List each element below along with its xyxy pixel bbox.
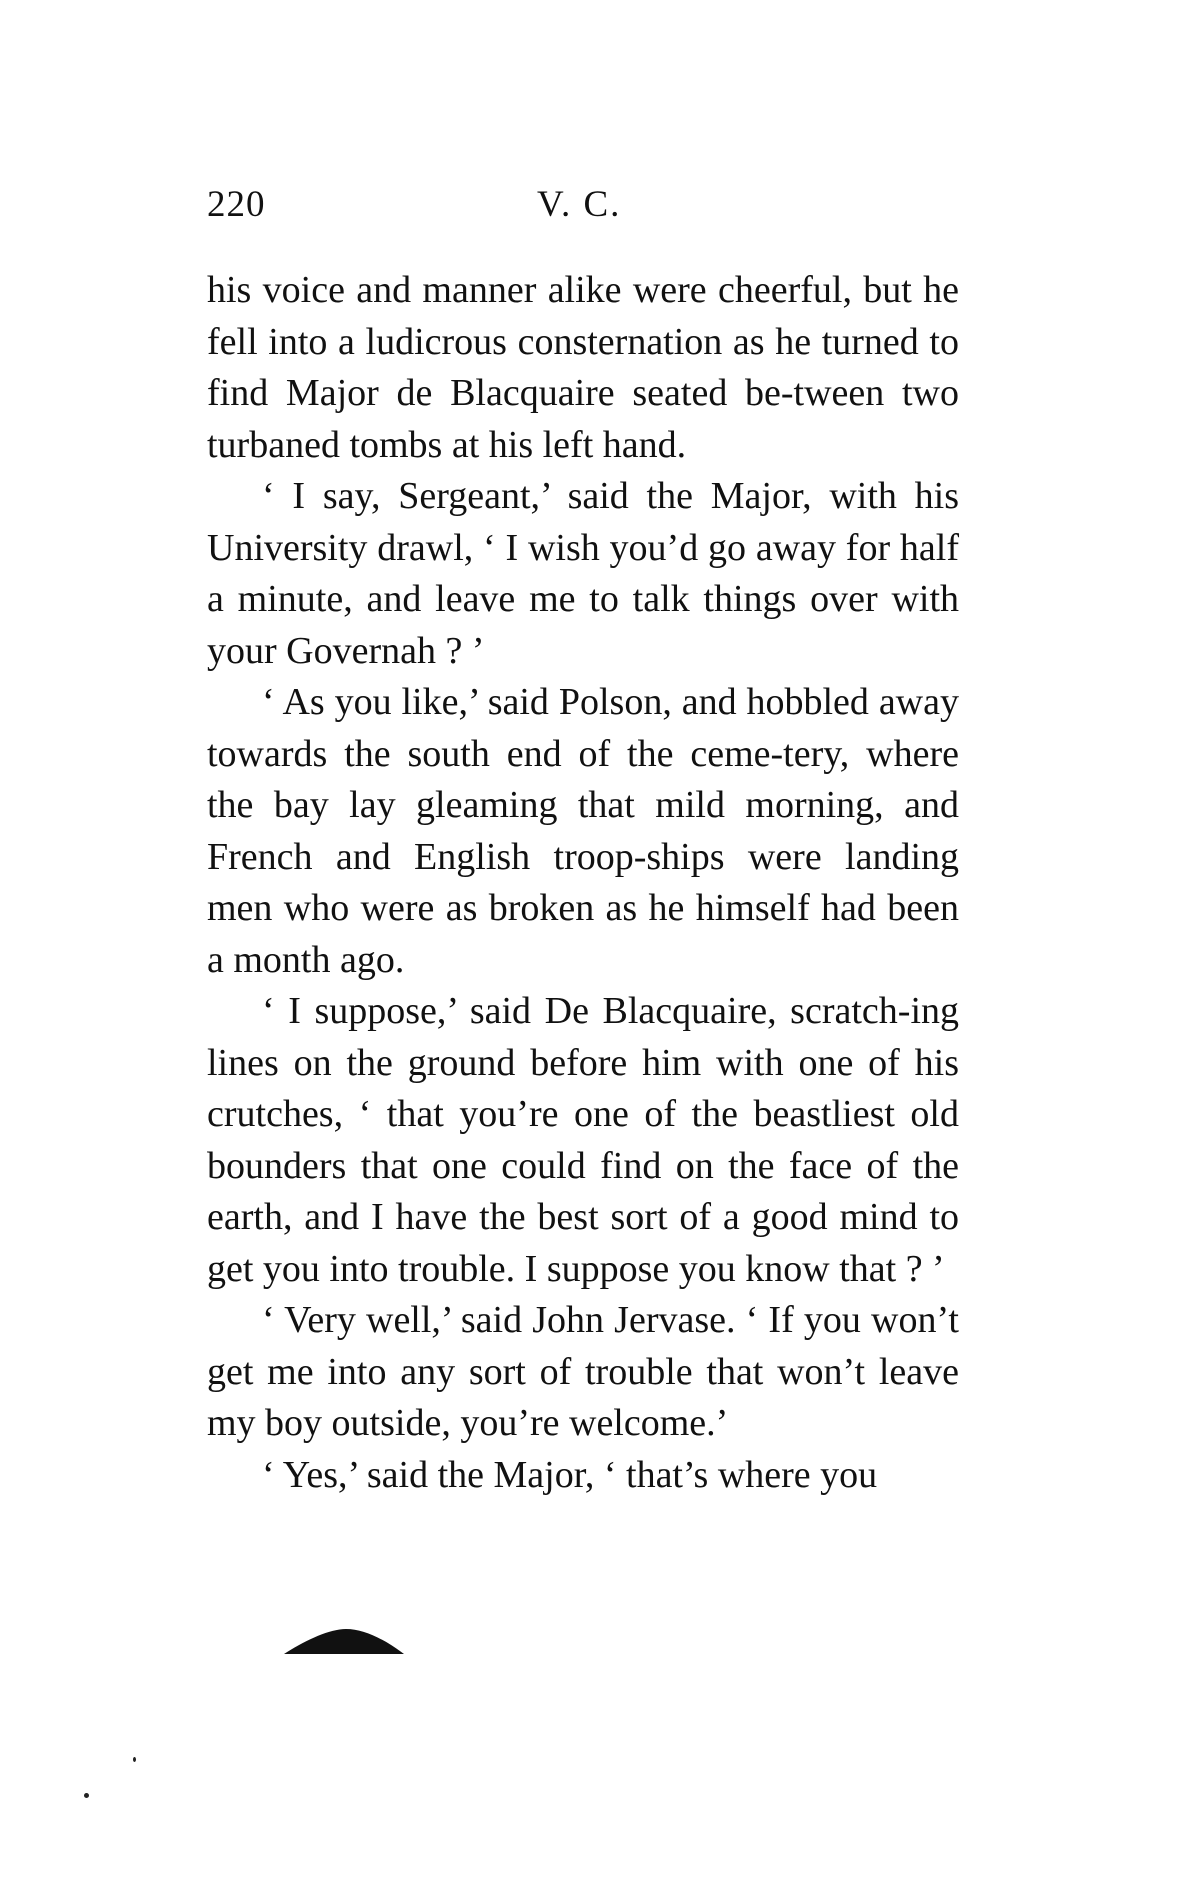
paragraph: his voice and manner alike were cheerful, but he fell into a ludicrous consternation as he turned to find Major de Blacquaire seated be-tween two turbaned tombs at his left hand. <box>207 269 959 466</box>
ink-blot-mark <box>284 1627 404 1655</box>
page-header <box>207 183 967 233</box>
paragraph: ‘ I say, Sergeant,’ said the Major, with his University drawl, ‘ I wish you’d go away for half a minute, and leave me to talk things over with your Governah ? ’ <box>207 475 959 672</box>
page-number: 220 <box>207 184 266 225</box>
running-head: V. C. <box>537 184 622 225</box>
paragraph: ‘ I suppose,’ said De Blacquaire, scratch-ing lines on the ground before him with one of his crutches, ‘ that you’re one of the beastliest old bounders that one could find on the face of the earth, and I have the best sort of a good mind to get you into trouble. I suppose you know that ? ’ <box>207 990 959 1290</box>
paragraph: ‘ Very well,’ said John Jervase. ‘ If you won’t get me into any sort of trouble that won’t leave my boy outside, you’re welcome.’ <box>207 1299 959 1444</box>
paragraph: ‘ As you like,’ said Polson, and hobbled away towards the south end of the ceme-tery, where the bay lay gleaming that mild morning, and French and English troop-ships were landing men who were as broken as he himself had been a month ago. <box>207 681 959 981</box>
paragraph: ‘ Yes,’ said the Major, ‘ that’s where you <box>262 1453 878 1496</box>
body-text <box>207 265 959 1501</box>
scan-speck <box>133 1757 136 1762</box>
scan-speck <box>84 1793 89 1798</box>
